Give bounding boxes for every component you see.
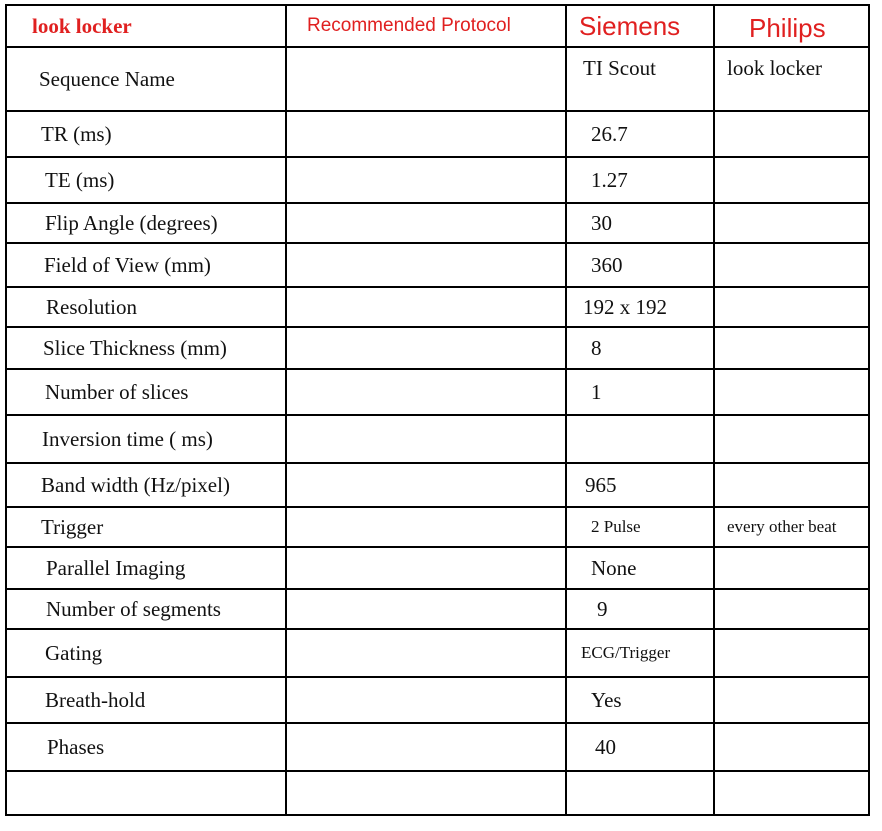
philips-cell xyxy=(714,369,869,415)
param-label: Number of slices xyxy=(6,369,286,415)
philips-cell xyxy=(714,547,869,589)
table-row xyxy=(6,463,869,507)
siemens-cell: 9 xyxy=(566,589,714,629)
recommended-cell xyxy=(286,203,566,243)
param-label xyxy=(6,771,286,815)
philips-cell xyxy=(714,629,869,677)
table-row xyxy=(6,677,869,723)
param-label: TR (ms) xyxy=(6,111,286,157)
siemens-cell: 192 x 192 xyxy=(566,287,714,327)
philips-cell: every other beat xyxy=(714,507,869,547)
table-row xyxy=(6,243,869,287)
siemens-cell xyxy=(566,415,714,463)
philips-cell xyxy=(714,677,869,723)
table-row xyxy=(6,287,869,327)
recommended-cell xyxy=(286,507,566,547)
philips-cell: look locker xyxy=(714,47,869,111)
philips-cell xyxy=(714,771,869,815)
param-label: Slice Thickness (mm) xyxy=(6,327,286,369)
param-label: Sequence Name xyxy=(6,47,286,111)
table-row xyxy=(6,547,869,589)
recommended-cell xyxy=(286,677,566,723)
column-header-recommended: Recommended Protocol xyxy=(286,5,566,47)
siemens-cell: Yes xyxy=(566,677,714,723)
philips-cell xyxy=(714,243,869,287)
column-header-siemens: Siemens xyxy=(566,5,714,47)
param-label: Gating xyxy=(6,629,286,677)
param-label: Number of segments xyxy=(6,589,286,629)
table-row xyxy=(6,47,869,111)
column-header-philips: Philips xyxy=(714,5,869,47)
recommended-cell xyxy=(286,47,566,111)
siemens-cell: 1.27 xyxy=(566,157,714,203)
param-label: Inversion time ( ms) xyxy=(6,415,286,463)
param-label: TE (ms) xyxy=(6,157,286,203)
siemens-cell: 1 xyxy=(566,369,714,415)
table-row xyxy=(6,771,869,815)
siemens-cell: None xyxy=(566,547,714,589)
siemens-cell: 2 Pulse xyxy=(566,507,714,547)
table-row xyxy=(6,507,869,547)
recommended-cell xyxy=(286,629,566,677)
philips-cell xyxy=(714,415,869,463)
recommended-cell xyxy=(286,547,566,589)
table-row xyxy=(6,157,869,203)
philips-cell xyxy=(714,203,869,243)
param-label: Flip Angle (degrees) xyxy=(6,203,286,243)
siemens-cell: TI Scout xyxy=(566,47,714,111)
recommended-cell xyxy=(286,415,566,463)
table-row xyxy=(6,415,869,463)
siemens-cell: 30 xyxy=(566,203,714,243)
table-row xyxy=(6,589,869,629)
siemens-cell: 8 xyxy=(566,327,714,369)
recommended-cell xyxy=(286,463,566,507)
siemens-cell: ECG/Trigger xyxy=(566,629,714,677)
param-label: Resolution xyxy=(6,287,286,327)
philips-cell xyxy=(714,157,869,203)
philips-cell xyxy=(714,463,869,507)
param-label: Trigger xyxy=(6,507,286,547)
siemens-cell: 965 xyxy=(566,463,714,507)
table-title: look locker xyxy=(6,5,286,47)
table-row xyxy=(6,327,869,369)
philips-cell xyxy=(714,327,869,369)
protocol-table xyxy=(5,4,870,816)
recommended-cell xyxy=(286,589,566,629)
recommended-cell xyxy=(286,327,566,369)
header-row xyxy=(6,5,869,47)
siemens-cell xyxy=(566,771,714,815)
table-row xyxy=(6,111,869,157)
recommended-cell xyxy=(286,243,566,287)
siemens-cell: 360 xyxy=(566,243,714,287)
table-row xyxy=(6,203,869,243)
recommended-cell xyxy=(286,287,566,327)
siemens-cell: 40 xyxy=(566,723,714,771)
recommended-cell xyxy=(286,723,566,771)
param-label: Band width (Hz/pixel) xyxy=(6,463,286,507)
param-label: Parallel Imaging xyxy=(6,547,286,589)
param-label: Phases xyxy=(6,723,286,771)
recommended-cell xyxy=(286,771,566,815)
philips-cell xyxy=(714,589,869,629)
philips-cell xyxy=(714,287,869,327)
philips-cell xyxy=(714,723,869,771)
recommended-cell xyxy=(286,157,566,203)
recommended-cell xyxy=(286,369,566,415)
table-row xyxy=(6,629,869,677)
table-row xyxy=(6,723,869,771)
siemens-cell: 26.7 xyxy=(566,111,714,157)
table-row xyxy=(6,369,869,415)
philips-cell xyxy=(714,111,869,157)
param-label: Breath-hold xyxy=(6,677,286,723)
recommended-cell xyxy=(286,111,566,157)
param-label: Field of View (mm) xyxy=(6,243,286,287)
